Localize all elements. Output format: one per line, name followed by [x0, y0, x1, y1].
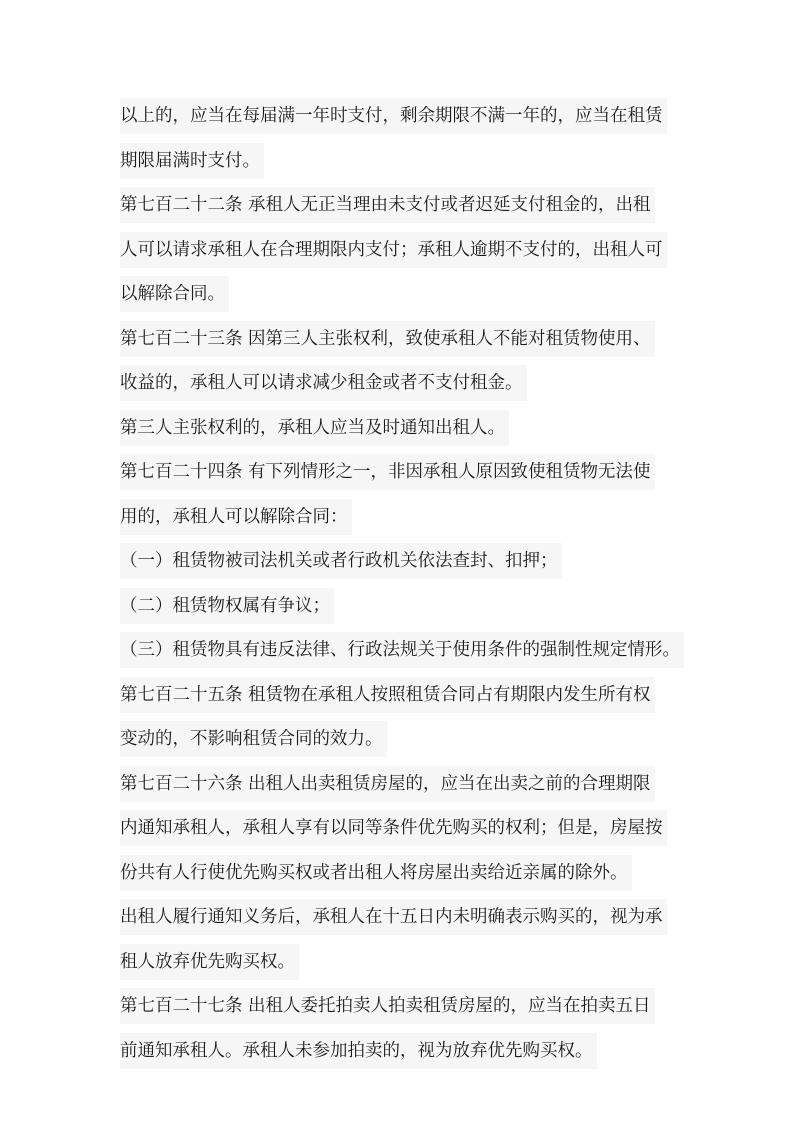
text-line: 租人放弃优先购买权。: [120, 944, 299, 980]
text-line: 用的，承租人可以解除合同：: [120, 499, 352, 535]
text-line: 第七百二十六条 出租人出卖租赁房屋的，应当在出卖之前的合理期限: [120, 766, 655, 802]
text-line: 出租人履行通知义务后，承租人在十五日内未明确表示购买的，视为承: [120, 899, 667, 935]
text-line: 第七百二十二条 承租人无正当理由未支付或者迟延支付租金的，出租: [120, 187, 655, 223]
text-line: 以上的，应当在每届满一年时支付，剩余期限不满一年的，应当在租赁: [120, 98, 667, 134]
text-line: 变动的，不影响租赁合同的效力。: [120, 721, 387, 757]
text-line: 前通知承租人。承租人未参加拍卖的，视为放弃优先购买权。: [120, 1033, 597, 1069]
text-line: 收益的，承租人可以请求减少租金或者不支付租金。: [120, 365, 527, 401]
document-body: [120, 98, 680, 1077]
text-line: 人可以请求承租人在合理期限内支付；承租人逾期不支付的，出租人可: [120, 232, 667, 268]
text-line: 第三人主张权利的，承租人应当及时通知出租人。: [120, 410, 509, 446]
text-line: 期限届满时支付。: [120, 143, 264, 179]
text-line: 第七百二十五条 租赁物在承租人按照租赁合同占有期限内发生所有权: [120, 677, 655, 713]
text-line: （三）租赁物具有违反法律、行政法规关于使用条件的强制性规定情形。: [120, 632, 684, 668]
text-line: 以解除合同。: [120, 276, 229, 312]
text-line: 第七百二十三条 因第三人主张权利，致使承租人不能对租赁物使用、: [120, 321, 655, 357]
text-line: 第七百二十四条 有下列情形之一，非因承租人原因致使租赁物无法使: [120, 454, 655, 490]
text-line: 份共有人行使优先购买权或者出租人将房屋出卖给近亲属的除外。: [120, 855, 632, 891]
text-line: （一）租赁物被司法机关或者行政机关依法查封、扣押；: [120, 543, 562, 579]
text-line: 第七百二十七条 出租人委托拍卖人拍卖租赁房屋的，应当在拍卖五日: [120, 988, 655, 1024]
text-line: 内通知承租人，承租人享有以同等条件优先购买的权利；但是，房屋按: [120, 810, 667, 846]
text-line: （二）租赁物权属有争议；: [120, 588, 334, 624]
